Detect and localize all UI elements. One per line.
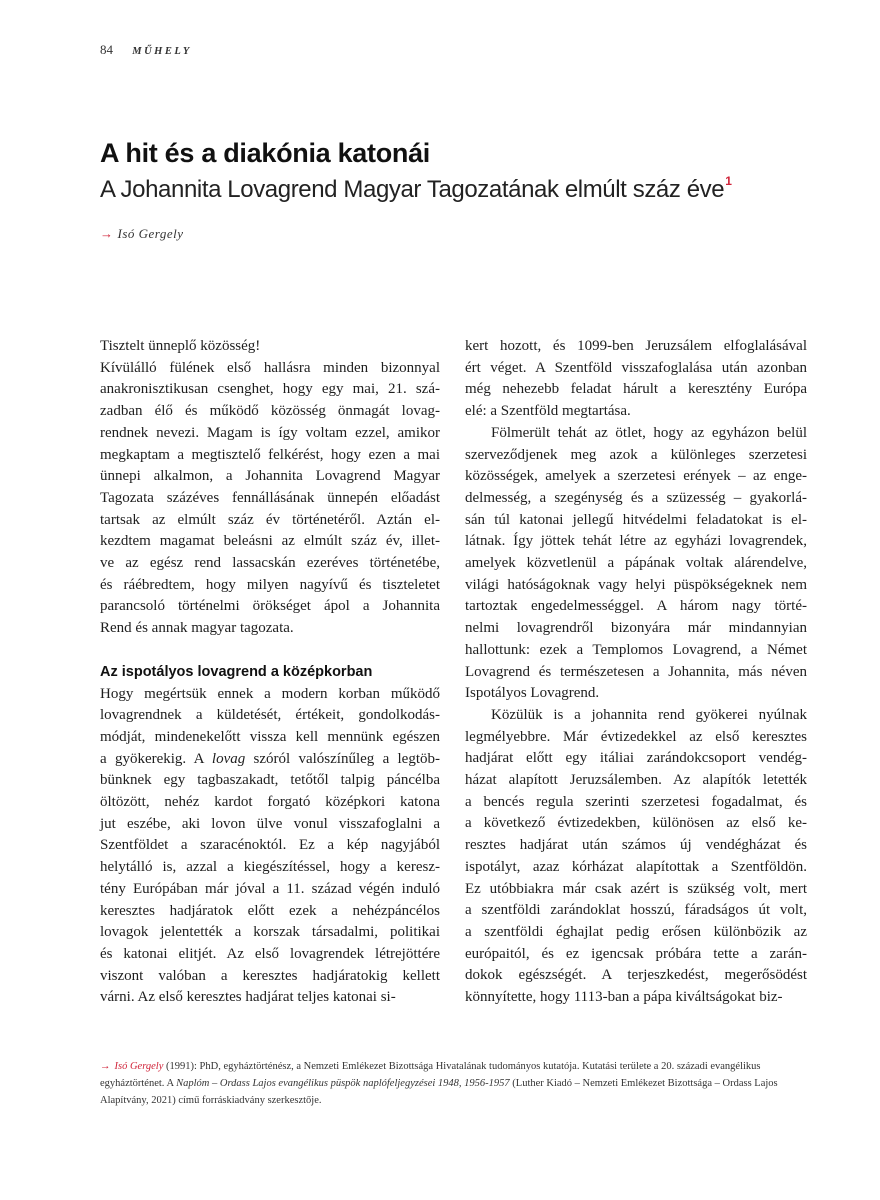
text-line: Kívülálló fülének első hallásra minden bizonnyal [100, 359, 440, 376]
text-line: Ez utóbbiakra már csak azért is szükség volt, mert [465, 880, 807, 897]
text-line: a szentföldi zarándoklat hosszú, fáradságos út volt, [465, 902, 807, 919]
left-column [100, 336, 440, 1009]
text-line: Lovagrend és természetesen a Johannita, más néven [465, 663, 807, 680]
text-line: bünknek egy tagbaszakadt, tetőtől talpig páncélba [100, 772, 440, 789]
text-line: sán túl katonai jellegű hitvédelmi feladatokat is el- [465, 511, 807, 528]
text-line: még nehezebb feladat hárult a keresztény Európa [465, 381, 807, 398]
text-line: európaitól, és ez igencsak próbára tette a zarán- [465, 945, 807, 962]
running-head [100, 42, 192, 58]
text-line: öltözött, nehéz kardot forgató középkori katona [100, 794, 440, 811]
arrow-icon: → [100, 226, 114, 241]
text-line: dokok egészségét. A terjeszkedést, megerősödést [465, 967, 807, 984]
text-line: keresztes hadjáratok előtt ezek a nehézpáncélos [100, 902, 440, 919]
text-line: a bencés regula szerinti szerzetesi fogadalmat, és [465, 793, 807, 810]
text-line: könnyítette, hogy 1113-ban a pápa kiváltságokat biz- [465, 989, 783, 1006]
text-line: resztes hadjárat után számos új vendégházat és [465, 837, 807, 854]
text-line: ért véget. A Szentföld visszafoglalása után azonban [465, 359, 807, 376]
text-line: lovagok jelentették a korszak társadalmi, politikai [100, 924, 440, 941]
text-line: kert hozott, és 1099-ben Jeruzsálem elfoglalásával [465, 338, 807, 354]
text-line: Fölmerült tehát az ötlet, hogy az egyházon belül [491, 424, 807, 441]
text-line: nelmi lovagrendről bizonyára már mindannyian [465, 620, 807, 637]
text-line: a szentföldi éghajlat pedig erősen különbözik az [465, 923, 807, 940]
text-line: parancsoló történelmi örökséget ápol a Johannita [100, 598, 440, 615]
arrow-icon: → [100, 1061, 111, 1072]
paragraph [465, 336, 807, 423]
text-line: Tagozata százéves fennállásának ünnepén előadást [100, 489, 440, 506]
text-line: világi hatóságoknak vagy helyi püspökségeknek nem [465, 576, 807, 593]
paragraph [465, 423, 807, 705]
text-line: a gyökerekig. A lovag szóról valószínűleg a legtöb- [100, 750, 440, 767]
text-line: viszont valóban a keresztes hadjáratokig kellett [100, 967, 440, 984]
text-line: megkaptam a megtisztelő felkérést, hogy ezen a mai [100, 446, 440, 463]
text-line: ispotályt, azaz kórházat alapítottak a Szentföldön. [465, 858, 807, 875]
text-line: rendnek nevezi. Magam is így voltam ezzel, amikor [100, 424, 440, 441]
text-line: elé: a Szentföld megtartása. [465, 403, 631, 420]
text-line: hallottunk: ezek a Templomos Lovagrend, a Német [465, 641, 807, 658]
text-line: Rend és annak magyar tagozata. [100, 620, 294, 637]
text-line: módját, mindenekelőtt vissza kell mennünk egészen [100, 728, 440, 745]
subtitle-text: A Johannita Lovagrend Magyar Tagozatának elmúlt száz éve [100, 176, 725, 203]
text-line: helytálló is, azzal a kiegészítéssel, hogy a keresz- [100, 859, 440, 876]
text-line: ünnepi alkalmon, a Johannita Lovagrend Magyar [100, 468, 440, 485]
text-line: és katonai elitjét. Az első lovagrendek létrejöttére [100, 945, 440, 962]
text-line: látnak. Így jöttek tehát létre az egyházi lovagrendek, [465, 533, 807, 550]
greeting: Tisztelt ünneplő közösség! [100, 338, 261, 354]
text-line: kezdtem magamat beleásni az elmúlt száz év, illet- [100, 533, 440, 550]
text-line: jut eszébe, aki lovon ülve vonul visszafoglalni a [100, 815, 440, 832]
text-line: Hogy megértsük ennek a modern korban működő [100, 685, 440, 702]
text-line: hadjárat előtt egy itáliai zarándokcsoport vendég- [465, 750, 807, 767]
right-column [465, 336, 807, 1009]
text-line: ve az egész rend lassacskán ezeréves történetébe, [100, 555, 440, 572]
text-line: és ráébredtem, hogy milyen nagyívű és tiszteletet [100, 576, 440, 593]
text-line: Közülük is a johannita rend gyökerei nyúlnak [491, 706, 807, 723]
text-line: amelyek közvetlenül a pápának voltak alárendelve, [465, 555, 807, 572]
book-title: Naplóm – Ordass Lajos evangélikus püspök naplófeljegyzései 1948, 1956-1957 [176, 1078, 510, 1089]
text-line: legmélyebbre. Már évtizedekkel az első keresztes [465, 728, 807, 745]
text-line: szerveződjenek meg azok a különleges szerzetesi [465, 446, 807, 463]
text-line: anakronisztikusan csenghet, hogy egy mai, 21. szá- [100, 381, 440, 398]
text-line: zadban élő és működő közösség önmagát lovag- [100, 403, 440, 420]
section-name: MŰHELY [132, 46, 192, 57]
text-line: Szentföldet a szaracénoktól. Ez a kép nagyjából [100, 837, 440, 854]
text-line: tény Európában már jóval a 11. század végén induló [100, 880, 440, 897]
article-subtitle [100, 174, 732, 204]
paragraph [465, 705, 807, 1009]
paragraph [100, 358, 440, 640]
footnote-author: Isó Gergely [114, 1061, 164, 1072]
footnote-ref[interactable]: 1 [725, 174, 732, 188]
footnote [100, 1058, 810, 1109]
text-line: Ispotályos Lovagrend. [465, 685, 600, 702]
text-line: a következő évtizedekben, különösen az első ke- [465, 815, 807, 832]
text-line: lovagrendnek a küldetését, értékeit, gondolkodás- [100, 707, 440, 724]
text-line: közösségek, amelyek a szerzetesi erények – az enge- [465, 468, 807, 485]
byline [100, 226, 184, 242]
text-line: delmesség, a szegénység és a szüzesség – gyakorlá- [465, 489, 807, 506]
footnote-text: (1991): PhD, egyháztörténész, a Nemzeti Emlékezet Bizottsága Hivatalának tudományos kutatója. Kutatási területe a 20. századi evangélikus egyháztörténet. A [100, 1061, 761, 1089]
text-line: tartsak az elmúlt száz év történetéről. Aztán el- [100, 511, 440, 528]
text-line: házat alapított Jeruzsálemben. Az alapítók letették [465, 772, 807, 789]
article-title: A hit és a diakónia katonái [100, 138, 430, 168]
text-line: várni. Az első keresztes hadjárat teljes katonai si- [100, 989, 396, 1006]
section-heading: Az ispotályos lovagrend a középkorban [100, 663, 373, 680]
page-number: 84 [100, 42, 113, 57]
author-name: Isó Gergely [117, 226, 184, 241]
footnote-text: (Luther Kiadó – Nemzeti Emlékezet Bizottsága – Ordass Lajos Alapítvány, 2021) című forráskiadvány szerkesztője. [100, 1078, 778, 1106]
paragraph [100, 684, 440, 1010]
text-line: tartoztak engedelmességgel. A három nagy törté- [465, 598, 807, 615]
